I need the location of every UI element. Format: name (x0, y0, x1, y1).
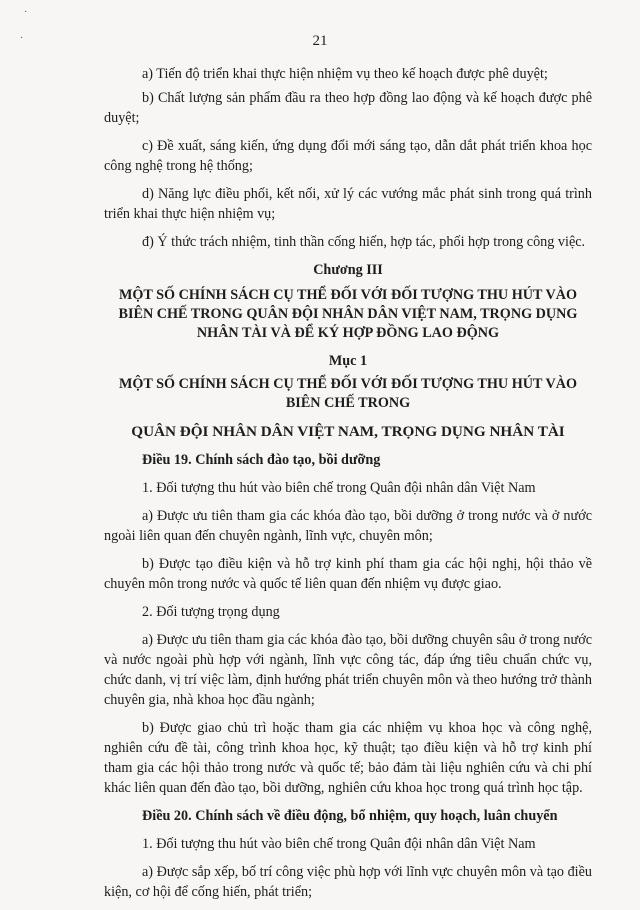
page-number: 21 (312, 33, 328, 49)
document-body (104, 64, 592, 910)
list-item: a) Tiến độ triển khai thực hiện nhiệm vụ theo kế hoạch được phê duyệt; (142, 66, 548, 82)
section-title: MỘT SỐ CHÍNH SÁCH CỤ THỂ ĐỐI VỚI ĐỐI TƯỢNG THU HÚT VÀO BIÊN CHẾ TRONG (118, 376, 578, 411)
list-item: đ) Ý thức trách nhiệm, tinh thần cống hiến, hợp tác, phối hợp trong công việc. (142, 234, 586, 250)
article-20-heading: Điều 20. Chính sách về điều động, bổ nhiệm, quy hoạch, luân chuyển (142, 808, 558, 824)
article-19-heading: Điều 19. Chính sách đào tạo, bồi dưỡng (142, 452, 381, 468)
paragraph: 1. Đối tượng thu hút vào biên chế trong Quân đội nhân dân Việt Nam (142, 836, 536, 852)
list-item: b) Chất lượng sản phẩm đầu ra theo hợp đồng lao động và kế hoạch được phê duyệt; (104, 90, 592, 126)
list-item: d) Năng lực điều phối, kết nối, xử lý các vướng mắc phát sinh trong quá trình triển khai thực hiện nhiệm vụ; (104, 186, 592, 222)
paragraph: 1. Đối tượng thu hút vào biên chế trong Quân đội nhân dân Việt Nam (142, 480, 536, 496)
paragraph: a) Được ưu tiên tham gia các khóa đào tạo, bồi dưỡng ở trong nước và ở nước ngoài liên quan đến chuyên ngành, lĩnh vực, chuyên môn; (104, 508, 592, 544)
paragraph: b) Được tạo điều kiện và hỗ trợ kinh phí tham gia các hội nghị, hội thảo về chuyên môn trong nước và quốc tế liên quan đến nhiệm vụ được giao. (104, 556, 592, 592)
paragraph: a) Được ưu tiên tham gia các khóa đào tạo, bồi dưỡng chuyên sâu ở trong nước và nước ngoài phù hợp với ngành, lĩnh vực công tác, đáp ứng tiêu chuẩn chức vụ, chức danh, vị trí việc làm, định hướng phát triển chuyên môn và theo hướng trở thành chuyên gia, nhà khoa học đầu ngành; (104, 632, 592, 708)
scan-speck: · (20, 33, 24, 44)
paragraph: 2. Đối tượng trọng dụng (142, 604, 280, 620)
section-title-continued: QUÂN ĐỘI NHÂN DÂN VIỆT NAM, TRỌNG DỤNG NHÂN TÀI (131, 423, 565, 440)
scan-speck: · (24, 7, 28, 18)
chapter-title: MỘT SỐ CHÍNH SÁCH CỤ THỂ ĐỐI VỚI ĐỐI TƯỢNG THU HÚT VÀO BIÊN CHẾ TRONG QUÂN ĐỘI NHÂN DÂN VIỆT NAM, TRỌNG DỤNG NHÂN TÀI VÀ ĐỂ KÝ HỢP ĐỒNG LAO ĐỘNG (118, 287, 578, 341)
list-item: c) Đề xuất, sáng kiến, ứng dụng đổi mới sáng tạo, dẫn dắt phát triển khoa học công nghệ trong hệ thống; (104, 138, 592, 174)
section-label: Mục 1 (328, 353, 368, 369)
paragraph: b) Được giao chủ trì hoặc tham gia các nhiệm vụ khoa học và công nghệ, nghiên cứu đề tài, công trình khoa học, kỹ thuật; tạo điều kiện và hỗ trợ kinh phí tham gia các hội thảo trong nước và quốc tế; bảo đảm tài liệu nghiên cứu và chi phí khác liên quan đến đào tạo, bồi dưỡng, nghiên cứu khoa học trong quá trình học tập. (104, 720, 592, 796)
chapter-label: Chương III (313, 262, 383, 278)
paragraph: a) Được sắp xếp, bố trí công việc phù hợp với lĩnh vực chuyên môn và tạo điều kiện, cơ hội để cống hiến, phát triển; (104, 864, 593, 900)
